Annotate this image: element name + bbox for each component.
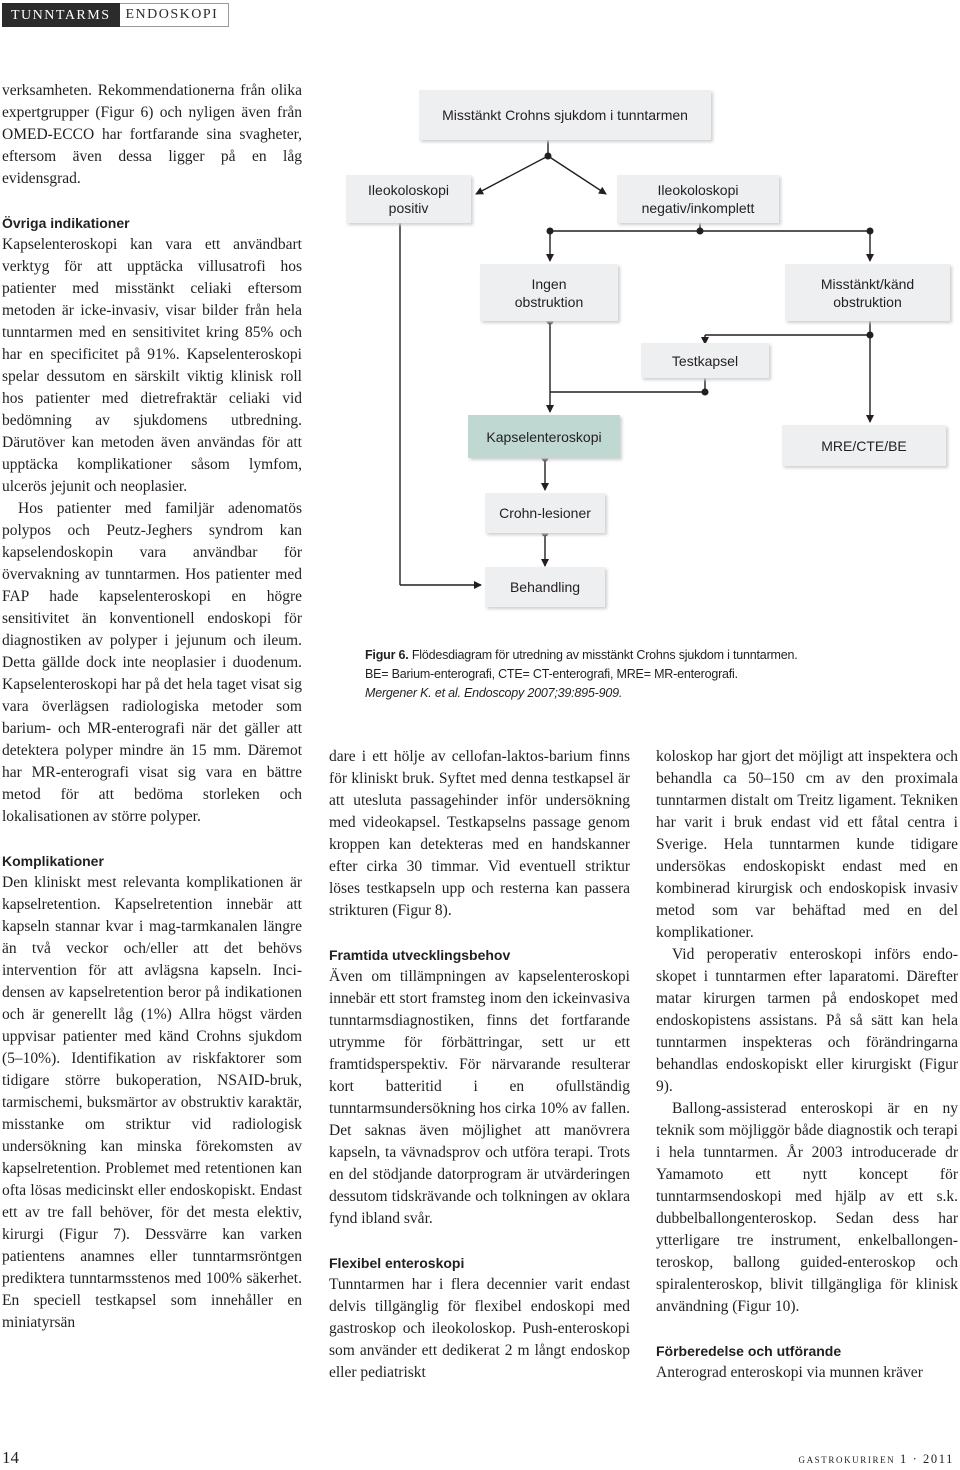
- caption-line-1: Figur 6. Flödesdiagram för utredning av misstänkt Crohns sjukdom i tunntarmen.: [365, 648, 798, 662]
- section-tag: TUNNTARMS: [2, 3, 120, 27]
- section-heading: Förberedelse och utförande: [656, 1343, 842, 1359]
- section-header: [2, 3, 229, 27]
- section-heading: Övriga indikationer: [2, 215, 130, 231]
- paragraph: Kapselenteroskopi kan vara ett användbart verktyg för att upptäcka villusatrofi hos patienter med misstänkt celiaki eftersom metoden är icke-invasiv, visar bilder från hela tunntarmen med en sensitivitet kring 85% och har en specificitet på 91%. Kapselenteroskopi spelar dessutom en särskilt viktig klinisk roll hos patienter med dietrefraktär celiaki vid bedömning av sjukdomens utbredning. Därutöver kan metoden även användas för att upptäcka komplikationer såsom lymfom, ulcerös jejunit och neoplasier.: [2, 236, 302, 495]
- caption-label: Figur 6.: [365, 648, 409, 662]
- flowchart: [330, 80, 960, 625]
- section-heading: Komplikationer: [2, 853, 104, 869]
- text-column-3: [656, 746, 958, 1384]
- caption-reference: Mergener K. et al. Endoscopy 2007;39:895-909.: [365, 686, 623, 700]
- paragraph: Anterograd enteroskopi via munnen kräver: [656, 1364, 923, 1381]
- paragraph-gap: [2, 828, 302, 850]
- flow-box-testkapsel: Testkapsel: [641, 343, 769, 378]
- flow-box-ileo-positive: Ileokoloskopi positiv: [346, 175, 471, 223]
- paragraph-gap: [656, 1318, 958, 1340]
- paragraph: verksamheten. Rekommendationerna från olika expertgrupper (Figur 6) och nyligen även från OMED-ECCO har fortfarande sina svagheter, eftersom även dessa ligger på en låg evidensgrad.: [2, 82, 302, 187]
- topic-tag: ENDOSKOPI: [120, 3, 230, 27]
- text-column-1: [2, 80, 302, 1334]
- flow-box-obstruction: Misstänkt/känd obstruktion: [785, 264, 950, 321]
- paragraph: Hos patienter med familjär adenomatös polypos och Peutz-Jeghers syndrom kan kapselendoskopin vara användbar för övervakning av tunntarmen. Hos patienter med FAP hade kapselenteroskopi en högre sensitivitet än konventionell endoskopi för diagnostiken av polyper i jejunum och ileum. Detta gällde dock inte neoplasier i duodenum. Kapselenteroskopi har på det hela taget visat sig vara överlägsen radiologiska metoder som barium- och MR-enterografi när det gäller att detektera polyper mindre än 15 mm. Däremot har MR-enterografi visat sig vara en bättre metod för att bedöma storleken och lokalisationen av större polyper.: [2, 500, 302, 825]
- paragraph: Den kliniskt mest relevanta komplikationen är kapselretention. Kapselretention innebär att kapseln stannar kvar i mag-tarmkanalen längre än två veckor och/eller att det behövs intervention för att avlägsna kapseln. Incidensen av kapselretention beror på indikationen och är generellt låg (1%) Allra högst värden uppvisar patienter med känd Crohns sjukdom (5–10%). Identifikation av riskfaktorer som tidigare större bukoperation, NSAID-bruk, tarmischemi, buksmärtor av obstruktiv karaktär, misstanke om striktur vid radiologisk undersökning kan minska förekomsten av kapselretention. Problemet med retentionen kan ofta lösas medicinskt eller endoskopiskt. Endast ett av tre fall behöver, för det mesta elektiv, kirurgi (Figur 7). Dessvärre kan varken patientens anamnes eller tunntarmsröntgen prediktera tunntarmsstenos med 100% säkerhet. En speciell testkapsel som innehåller en miniatyrsän: [2, 874, 302, 1331]
- flow-box-ileo-negative: Ileokoloskopi negativ/inkomplett: [617, 175, 779, 223]
- flow-box-no-obstruction: Ingen obstruktion: [480, 264, 618, 321]
- flow-box-mre-cte-be: MRE/CTE/BE: [782, 425, 946, 466]
- section-heading: Flexibel enteroskopi: [329, 1255, 465, 1271]
- paragraph-gap: [329, 922, 630, 944]
- paragraph: Vid peroperativ enteroskopi införs endoskopet i tunntarmen efter laparatomi. Därefter matar kirurgen tarmen på endoskopet med endoskopistens assistans. På så sätt kan hela tunntarmen inspekteras och förändringarna behandlas endoskopiskt eller kirurgiskt (Figur 9).: [656, 946, 958, 1095]
- caption-line-2: BE= Barium-enterografi, CTE= CT-enterografi, MRE= MR-enterografi.: [365, 667, 738, 681]
- paragraph: Tunntarmen har i flera decennier varit endast delvis tillgänglig för flexibel endoskopi med gastroskop och ileokoloskop. Push-enteroskopi som använder ett dedikerat 2 m långt endoskop eller pediatriskt: [329, 1276, 630, 1381]
- paragraph: Även om tillämpningen av kapselenteroskopi innebär ett stort framsteg inom den ickeinvasiva tunntarmsdiagnostiken, finns det fortfarande utrymme för förbättringar, sett ur ett framtidsperspektiv. För närvarande resulterar kort batteritid i en ofullständig tunntarmsundersökning hos cirka 10% av fallen. Det saknas även möjlighet att manövrera kapseln, ta vävnadsprov och utföra terapi. Trots en del stödjande datorprogram är utvärderingen dessutom tidskrävande och tolkningen av oklara fynd ibland svår.: [329, 968, 630, 1227]
- paragraph-gap: [2, 190, 302, 212]
- section-heading: Framtida utvecklingsbehov: [329, 947, 511, 963]
- flow-box-crohn-lesions: Crohn-lesioner: [485, 493, 605, 533]
- figure-caption: [365, 646, 945, 703]
- page-number: 14: [2, 1448, 19, 1467]
- flow-box-kapselenteroskopi: Kapselenteroskopi: [468, 415, 620, 458]
- paragraph-gap: [329, 1230, 630, 1252]
- paragraph: dare i ett hölje av cellofan-laktos-barium finns för kliniskt bruk. Syftet med denna testkapsel är att utesluta passagehinder inför undersökning med videokapsel. Testkapselns passage genom kroppen kan detekteras med en handskanner efter cirka 30 timmar. Vid eventuell striktur löses testkapseln upp och resterna kan passera strikturen (Figur 8).: [329, 748, 630, 919]
- journal-name: gastrokuriren 1 · 2011: [798, 1452, 954, 1466]
- text-column-2: [329, 746, 630, 1384]
- flow-box-suspected-crohns: Misstänkt Crohns sjukdom i tunntarmen: [419, 90, 711, 140]
- paragraph: Ballong-assisterad enteroskopi är en ny teknik som möjliggör både diagnostik och terapi i hela tunntarmen. År 2003 introducerade dr Yamamoto ett nytt koncept för tunntarmsendoskopi med hjälp av ett s.k. dubbelballongenteroskop. Sedan dess har ytterligare tre instrument, enkelballongenteroskop, ballong guided-enteroskop och spiralenteroskop, blivit tillgängliga för klinisk användning (Figur 10).: [656, 1100, 958, 1315]
- flow-box-treatment: Behandling: [485, 567, 605, 607]
- paragraph: koloskop har gjort det möjligt att inspektera och behandla ca 50–150 cm av den proximala tunntarmen distalt om Treitz ligament. Tekniken har varit i bruk endast vid ett fåtal centra i Sverige. Hela tunntarmen kunde tidigare undersökas endoskopiskt endast med en kombinerad kirurgisk och endoskopisk invasiv metod som var behäftad med en del komplikationer.: [656, 748, 958, 941]
